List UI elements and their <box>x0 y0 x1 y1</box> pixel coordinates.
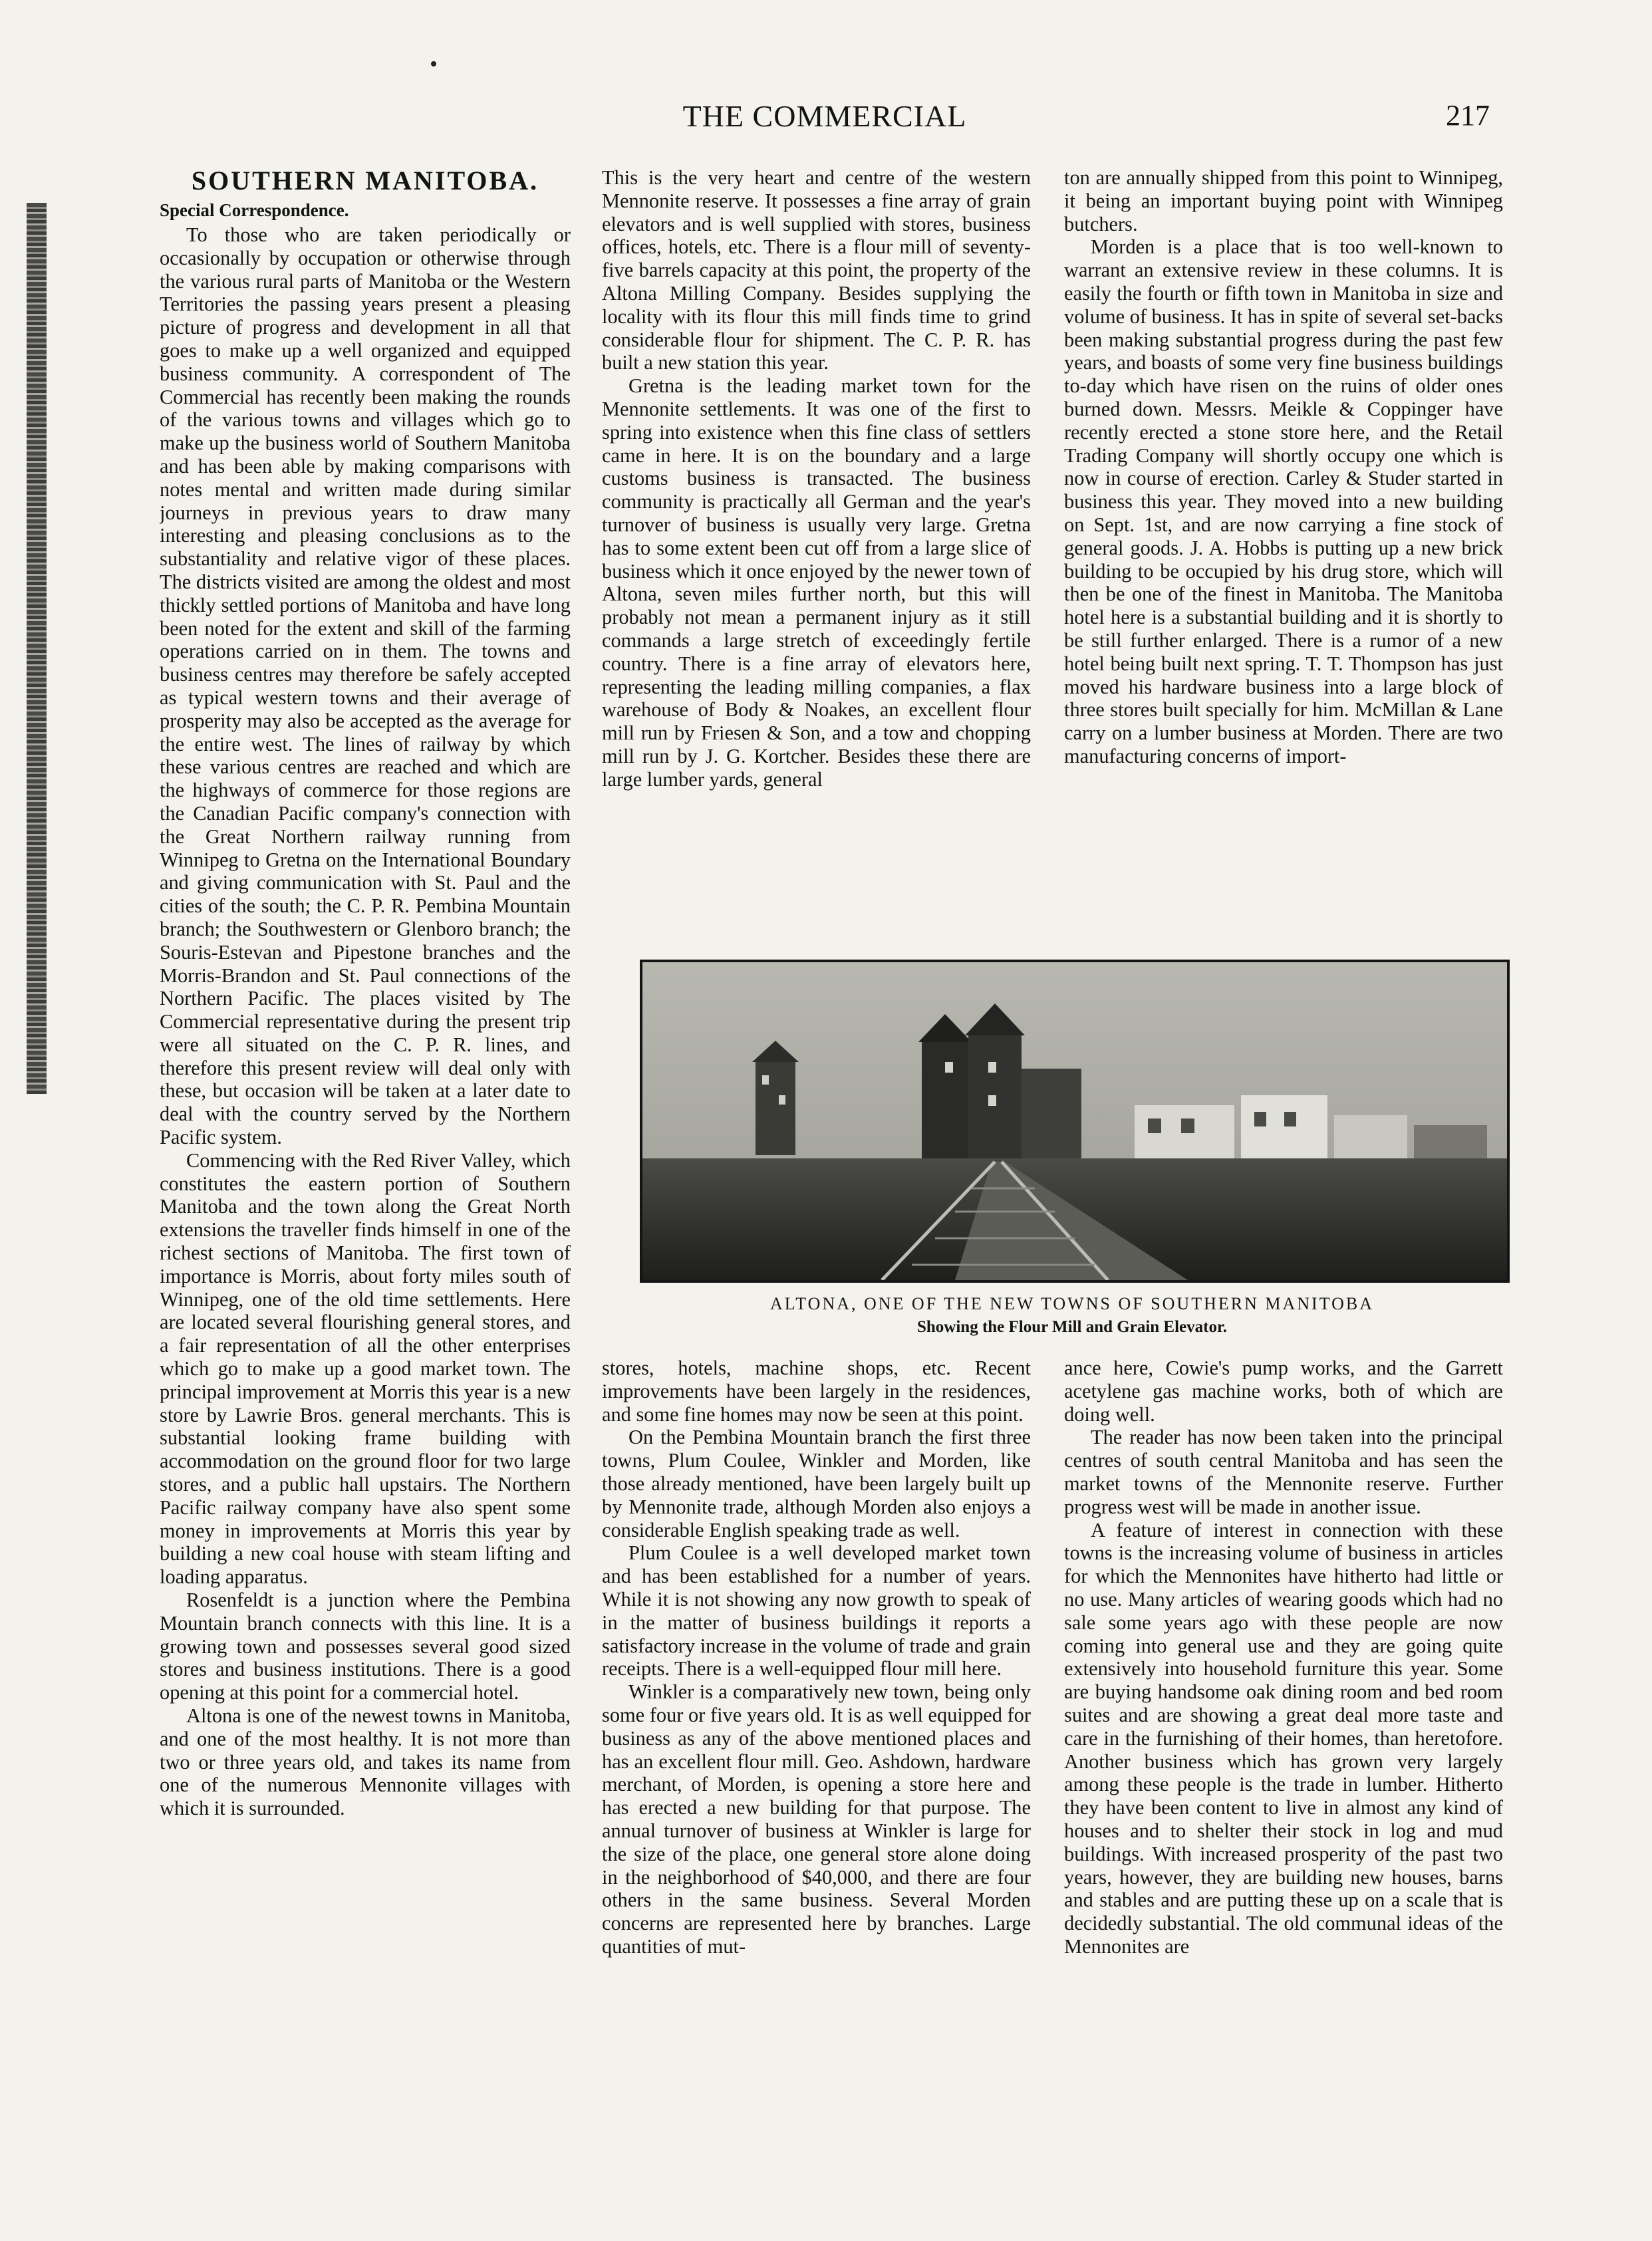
paragraph: To those who are taken periodically or occasionally by occupation or otherwise through the various rural parts of Manitoba or the Western Territories the passing years present a pleasing picture of progress and development in all that goes to make up a well organized and equipped business community. A correspondent of The Commercial has recently been making the rounds of the various towns and villages which go to make up the business world of Southern Manitoba and has been able by making comparisons with notes mental and written made during similar journeys in previous years to draw many interesting and pleasing conclusions as to the substantiality and relative vigor of these places. The districts visited are among the oldest and most thickly settled portions of Manitoba and have long been noted for the extent and skill of the farming operations carried on in them. The towns and business centres may therefore be safely accepted as typical western towns and their average of prosperity may also be accepted as the average for the entire west. The lines of railway by which these various centres are reached and which are the highways of commerce for those regions are the Canadian Pacific company's connection with the Great Northern railway running from Winnipeg to Gretna on the International Boundary and giving communication with St. Paul and the cities of the south; the C. P. R. Pembina Mountain branch; the Southwestern or Glenboro branch; the Souris-Estevan and Pipestone branches and the Morris-Brandon and St. Paul connections of the Northern Pacific. The places visited by The Commercial representative during the present trip were all situated on the C. P. R. lines, and therefore this present review will deal only with these, but occasion will be taken at a later date to deal with the country served by the Northern Pacific system. <box>160 223 571 1149</box>
paragraph: ton are annually shipped from this point to Winnipeg, it being an important buying point with Winnipeg butchers. <box>1064 166 1503 235</box>
paragraph: A feature of interest in connection with these towns is the increasing volume of business in articles for which the Mennonites have hitherto had little or no use. Many articles of wearing goods which had no sale some years ago with these people are now coming into general use and they are going quite extensively into household furniture this year. Some are buying handsome oak dining room and bed room suites and are showing a great deal more taste and care in the furnishing of their homes, than heretofore. Another business which has grown very largely among these people is the trade in lumber. Hitherto they have been content to live in almost any kind of houses and to shelter their stock in log and mud buildings. With increased prosperity of the past two years, however, they are building new houses, barns and stables and are putting these up on a scale that is decidedly substantial. The old communal ideas of the Mennonites are <box>1064 1518 1503 1958</box>
paragraph: On the Pembina Mountain branch the first three towns, Plum Coulee, Winkler and Morden, like those already mentioned, have been largely built up by Mennonite trade, although Morden also enjoys a considerable English speaking trade as well. <box>602 1426 1031 1541</box>
paragraph: This is the very heart and centre of the western Mennonite reserve. It possesses a fine array of grain elevators and is well supplied with stores, business offices, hotels, etc. There is a flour mill of seventy-five barrels capacity at this point, the property of the Altona Milling Company. Besides supplying the locality with its flour this mill finds time to grind considerable flour for shipment. The C. P. R. has built a new station this year. <box>602 166 1031 374</box>
paragraph: Commencing with the Red River Valley, which constitutes the eastern portion of Southern Manitoba and the town along the Great North extensions the traveller finds himself in one of the richest sections of Manitoba. The first town of importance is Morris, about forty miles south of Winnipeg, one of the old time settlements. Here are located several flourishing general stores, and a fair representation of all the other enterprises which go to make up a good market town. The principal improvement at Morris this year is a new store by Lawrie Bros. general merchants. This is substantial looking frame building with accommodation on the ground floor for two large stores, and a public hall upstairs. The Northern Pacific railway company have also spent some money in improvements at Morris this year by building a new coal house with steam lifting and loading apparatus. <box>160 1148 571 1589</box>
paragraph: stores, hotels, machine shops, etc. Recent improvements have been largely in the residences, and some fine homes may now be seen at this point. <box>602 1357 1031 1426</box>
railway-town-photo <box>642 962 1507 1280</box>
column-3-bottom <box>1064 1357 1503 2188</box>
column-2-top <box>602 166 1031 928</box>
column-1 <box>160 166 571 2188</box>
paragraph: The reader has now been taken into the principal centres of south central Manitoba and has seen the market towns of the Mennonite reserve. Further progress west will be made in another issue. <box>1064 1426 1503 1518</box>
paragraph: Winkler is a comparatively new town, being only some four or five years old. It is as well equipped for business as any of the above mentioned places and has an excellent flour mill. Geo. Ashdown, hardware merchant, of Morden, is opening a store here and has erected a new building for that purpose. The annual turnover of business at Winkler is large for the size of the place, one general store alone doing in the neighborhood of $40,000, and there are four others in the same business. Several Morden concerns are represented here by branches. Large quantities of mut- <box>602 1680 1031 1958</box>
paragraph: Altona is one of the newest towns in Manitoba, and one of the most healthy. It is not more than two or three years old, and takes its name from one of the numerous Mennonite villages with which it is surrounded. <box>160 1704 571 1820</box>
running-head-title: THE COMMERCIAL <box>682 99 967 133</box>
paragraph: ance here, Cowie's pump works, and the Garrett acetylene gas machine works, both of which are doing well. <box>1064 1357 1503 1426</box>
altona-photograph <box>640 960 1510 1283</box>
scan-edge-strip <box>27 203 47 1094</box>
paragraph: Gretna is the leading market town for the Mennonite settlements. It was one of the first to spring into existence when this fine class of settlers came in here. It is on the boundary and a large customs business is transacted. The business community is practically all German and the year's turnover of business is usually very large. Gretna has to some extent been cut off from a large slice of business which it once enjoyed by the newer town of Altona, seven miles further north, but this will probably not mean a permanent injury as it still commands a large stretch of exceedingly fertile country. There is a fine array of elevators here, representing the leading milling companies, a flax warehouse of Body & Noakes, an excellent flour mill run by Friesen & Son, and a tow and chopping mill run by J. G. Kortcher. Besides these there are large lumber yards, general <box>602 374 1031 791</box>
column-2-bottom <box>602 1357 1031 2188</box>
article-title: SOUTHERN MANITOBA. <box>191 166 539 196</box>
figure-caption-title: ALTONA, ONE OF THE NEW TOWNS OF SOUTHERN MANITOBA <box>769 1294 1375 1313</box>
paragraph: Plum Coulee is a well developed market town and has been established for a number of years. While it is not showing any now growth to speak of in the matter of business buildings it reports a satisfactory increase in the volume of trade and grain receipts. There is a well-equipped flour mill here. <box>602 1541 1031 1680</box>
scan-speck <box>431 61 436 66</box>
paragraph: Rosenfeldt is a junction where the Pembina Mountain branch connects with this line. It is a growing town and possesses several good sized stores and business institutions. There is a good opening at this point for a commercial hotel. <box>160 1589 571 1704</box>
figure-caption-subtitle: Showing the Flour Mill and Grain Elevator. <box>916 1318 1228 1336</box>
page-number: 217 <box>1446 99 1490 132</box>
article-byline: Special Correspondence. <box>160 200 349 220</box>
paragraph: Morden is a place that is too well-known to warrant an extensive review in these columns. It is easily the fourth or fifth town in Manitoba in size and volume of business. It has in spite of several set-backs been making substantial progress during the past few years, and boasts of some very fine business buildings to-day which have risen on the ruins of older ones burned down. Messrs. Meikle & Coppinger have recently erected a stone store here, and the Retail Trading Company will shortly occupy one which is now in course of erection. Carley & Studer started in business this year. They moved into a new building on Sept. 1st, and are now carrying a fine stock of general goods. J. A. Hobbs is putting up a new brick building to be occupied by his drug store, which will then be one of the finest in Manitoba. The Manitoba hotel here is a substantial building and it is shortly to be still further enlarged. There is a rumor of a new hotel being built next spring. T. T. Thompson has just moved his hardware business into a large block of three stores built specially for him. McMillan & Lane carry on a lumber business at Morden. There are two manufacturing concerns of import- <box>1064 235 1503 767</box>
column-3-top <box>1064 166 1503 928</box>
